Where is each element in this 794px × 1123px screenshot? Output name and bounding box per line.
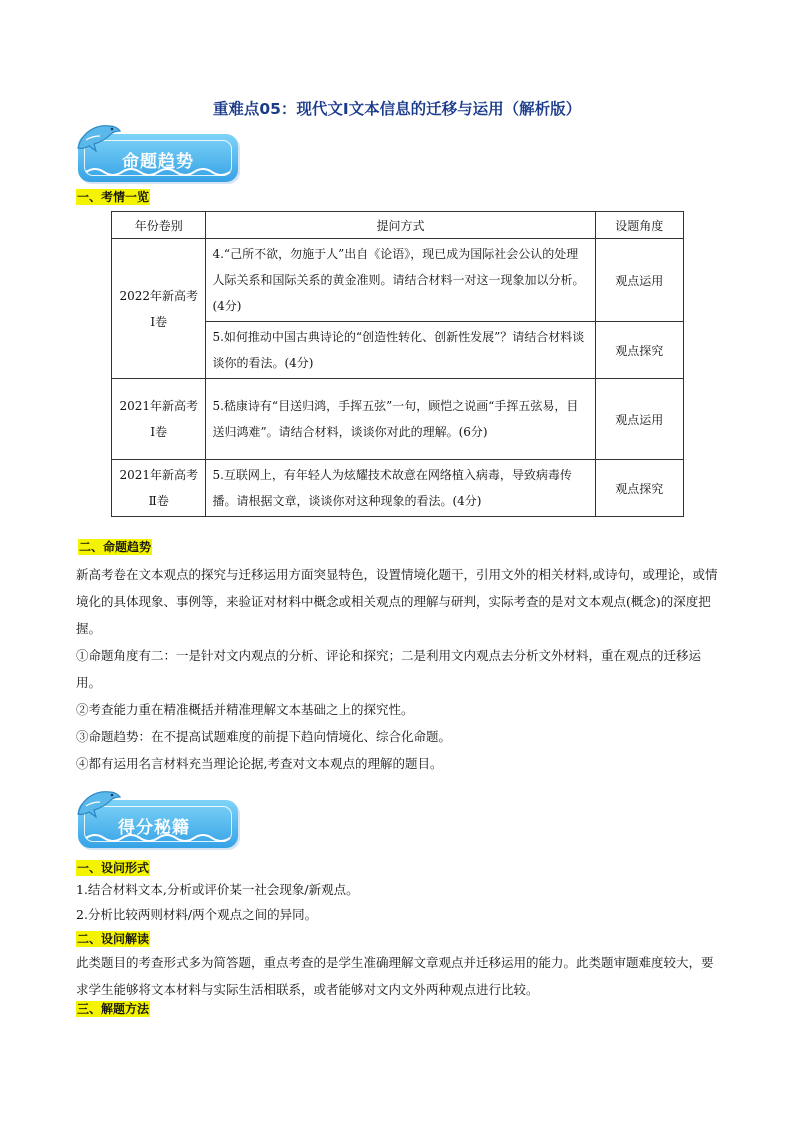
- trend-intro: 新高考卷在文本观点的探究与迁移运用方面突显特色，设置情境化题干，引用文外的相关材料,或诗句，或理论，或情境化的具体现象、事例等，来验证对材料中概念或相关观点的理解与研判，实际考查的是对文本观点(概念)的深度把握。: [76, 567, 718, 636]
- banner-title: 命题趋势: [122, 152, 194, 172]
- trend-point: ②考查能力重在精准概括并精准理解文本基础之上的探究性。: [76, 702, 414, 717]
- question-cell: 5.如何推动中国古典诗论的“创造性转化、创新性发展”？请结合材料谈谈你的看法。(4分): [206, 322, 595, 379]
- table-row: [112, 239, 684, 322]
- interp-text: 此类题目的考查形式多为简答题，重点考查的是学生准确理解文章观点并迁移运用的能力。此类题审题难度较大，要求学生能够将文本材料与实际生活相联系，或者能够对文内文外两种观点进行比较。: [76, 955, 714, 997]
- trend-point: ④都有运用名言材料充当理论论据,考查对文本观点的理解的题目。: [76, 756, 443, 771]
- form-item: 1.结合材料文本,分析或评价某一社会现象/新观点。: [76, 882, 359, 897]
- trend-banner: [78, 124, 240, 186]
- column-header: 设题角度: [595, 212, 683, 239]
- angle-cell: 观点运用: [595, 239, 683, 322]
- trend-point: ③命题趋势：在不提高试题难度的前提下趋向情境化、综合化命题。: [76, 729, 452, 744]
- section-heading-trend: 二、命题趋势: [79, 540, 152, 554]
- form-item: 2.分析比较两则材料/两个观点之间的异同。: [76, 907, 318, 922]
- column-header: 提问方式: [206, 212, 595, 239]
- secret-banner: [78, 790, 240, 852]
- exam-table: [111, 211, 684, 517]
- column-header: 年份卷别: [112, 212, 206, 239]
- table-header-row: [112, 212, 684, 239]
- angle-cell: 观点探究: [595, 460, 683, 517]
- question-cell: 5.互联网上，有年轻人为炫耀技术故意在网络植入病毒，导致病毒传播。请根据文章，谈谈你对这种现象的看法。(4分): [206, 460, 595, 517]
- page-title: 重难点05：现代文Ⅰ文本信息的迁移与运用（解析版）: [212, 100, 582, 118]
- year-cell: 2022年新高考Ⅰ卷: [112, 239, 206, 379]
- question-cell: 5.嵇康诗有“目送归鸿，手挥五弦”一句，顾恺之说画“手挥五弦易，目送归鸿难”。请结合材料，谈谈你对此的理解。(6分): [206, 379, 595, 460]
- year-cell: 2021年新高考Ⅰ卷: [112, 379, 206, 460]
- section-heading-method: 三、解题方法: [77, 1002, 150, 1016]
- question-cell: 4.“己所不欲，勿施于人”出自《论语》，现已成为国际社会公认的处理人际关系和国际关系的黄金准则。请结合材料一对这一现象加以分析。(4分): [206, 239, 595, 322]
- table-row: [112, 460, 684, 517]
- table-row: [112, 379, 684, 460]
- banner-title: 得分秘籍: [118, 818, 190, 838]
- year-cell: 2021年新高考Ⅱ卷: [112, 460, 206, 517]
- section-heading-interp: 二、设问解读: [77, 932, 150, 946]
- section-heading-form: 一、设问形式: [77, 861, 150, 875]
- angle-cell: 观点运用: [595, 379, 683, 460]
- trend-point: ①命题角度有二：一是针对文内观点的分析、评论和探究；二是利用文内观点去分析文外材料，重在观点的迁移运用。: [76, 648, 702, 690]
- dolphin-icon: [74, 118, 122, 158]
- section-heading-overview: 一、考情一览: [77, 190, 150, 204]
- dolphin-icon: [74, 784, 122, 824]
- angle-cell: 观点探究: [595, 322, 683, 379]
